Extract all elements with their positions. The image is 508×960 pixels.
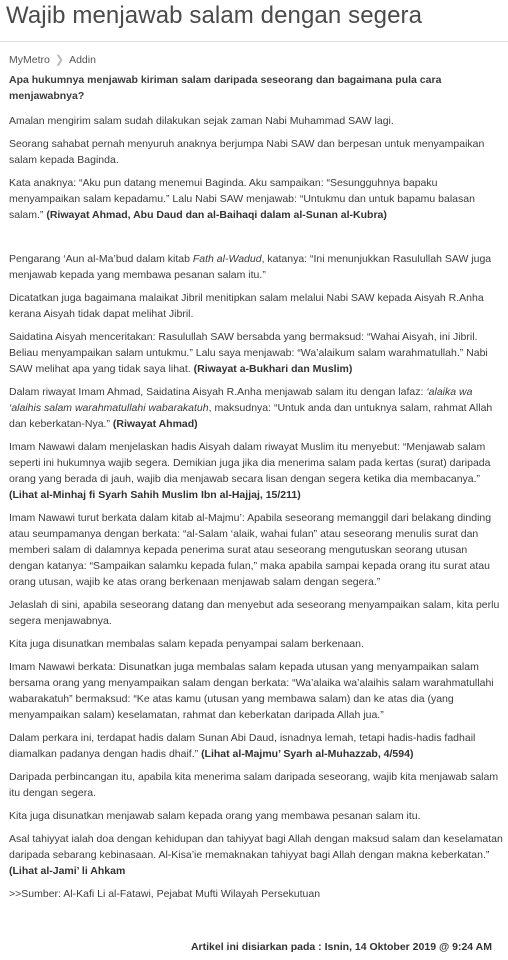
paragraph-text: Jelaslah di sini, apabila seseorang datang dan menyebut ada seseorang menyampaikan salam, kita perlu segera menjawabnya. [9,599,500,627]
article-paragraph [9,636,505,652]
article-paragraph [9,290,505,322]
breadcrumb-link-addin[interactable]: Addin [69,53,96,66]
paragraph-text: Dalam riwayat Imam Ahmad, Saidatina Aisyah R.Anha menjawab salam itu dengan lafaz: [9,386,427,398]
citation-text: (Lihat al-Majmu’ Syarh al-Muhazzab, 4/594) [201,748,414,760]
paragraph-text: Saidatina Aisyah menceritakan: Rasulullah SAW bersabda yang bermaksud: “Wahai Aisyah, ini Jibril. Beliau menyampaikan salam untukmu.” Lalu saya menjawab: “Wa’alaikum salam warahmatullah.” Nabi SAW melihat apa yang tidak saya lihat. [9,331,488,375]
paragraph-text: Imam Nawawi turut berkata dalam kitab al-Majmu’: Apabila seseorang memanggil dari belakang dinding atau seumpamanya dengan berkata: “al-Salam ‘alaik, wahai fulan” atau seseorang menulis surat dan memberi salam di dalamnya kepada penerima surat atau seseorang mengutuskan seorang utusan dengan katanya: “Sampaikan salamku kepada fulan,” maka apabila sampai kepada orang itu surat atau orang utusan, wajib ke atas orang berkenaan menjawab salam dengan segera.” [9,512,492,588]
article-paragraph [9,659,505,723]
breadcrumb [9,53,96,66]
paragraph-text: Imam Nawawi berkata: Disunatkan juga membalas salam kepada utusan yang menyampaikan salam bersama orang yang menyampaikan salam dengan berkata: “Wa’alaika wa’alaihis salam warahmatullahi wabarakatuh” bermaksud: “Ke atas kamu (utusan yang membawa salam) dan ke atas dia (yang menyampaikan salam) keselamatan, rahmat dan keberkatan daripada Allah jua.” [9,661,494,721]
citation-text: (Riwayat a-Bukhari dan Muslim) [193,363,353,375]
italic-text: ‘alaika wa ‘alaihis salam warahmatullahi wabarakatuh [9,386,473,414]
article-paragraph [9,136,505,168]
article-paragraph [9,175,505,223]
citation-text: (Riwayat Ahmad, Abu Daud dan al-Baihaqi dalam al-Sunan al-Kubra) [46,209,387,221]
title-divider [0,41,508,42]
article-paragraph [9,384,505,432]
paragraph-text: Dalam perkara ini, terdapat hadis dalam Sunan Abi Daud, isnadnya lemah, tetapi hadis-hadis fadhail diamalkan padanya dengan hadis dhaif.” [9,732,476,760]
chevron-right-icon: ❯ [54,54,65,66]
article-paragraph [9,831,505,879]
paragraph-text: , katanya: “Ini menunjukkan Rasulullah SAW juga menjawab kepada yang membawa pesanan salam itu.” [9,253,492,281]
article-paragraph [9,808,505,824]
paragraph-text: Daripada perbincangan itu, apabila kita menerima salam daripada seseorang, wajib kita menjawab salam itu dengan segera. [9,771,499,799]
paragraph-text: Kita juga disunatkan menjawab salam kepada orang yang membawa pesanan salam itu. [9,810,421,822]
article-paragraph [9,730,505,762]
paragraph-text: Seorang sahabat pernah menyuruh anaknya berjumpa Nabi SAW dan berpesan untuk menyampaikan salam kepada Baginda. [9,138,485,166]
article-paragraph [9,329,505,377]
article-paragraph [9,769,505,801]
publish-date: Artikel ini disiarkan pada : Isnin, 14 Oktober 2019 @ 9:24 AM [190,941,492,953]
article-paragraph [9,251,505,283]
citation-text: (Lihat al-Jami’ li Ahkam [9,865,126,877]
paragraph-text: >>Sumber: Al-Kafi Li al-Fatawi, Pejabat Mufti Wilayah Persekutuan [9,888,321,900]
article-title: Wajib menjawab salam dengan segera [6,2,423,29]
paragraph-text: Imam Nawawi dalam menjelaskan hadis Aisyah dalam riwayat Muslim itu menyebut: “Menjawab salam seperti ini hukumnya wajib segera. Demikian juga jika dia menerima salam pada kertas (surat) daripada orang yang berada di jauh, wajib dia menjawab secara lisan dengan segera ketika dia membacanya.” [9,441,491,485]
article-paragraph [9,439,505,503]
citation-text: (Lihat al-Minhaj fi Syarh Sahih Muslim Ibn al-Hajjaj, 15/211) [9,489,301,501]
breadcrumb-link-mymetro[interactable]: MyMetro [9,53,50,66]
article-paragraph [9,510,505,590]
source-note [9,886,505,902]
paragraph-text: Pengarang ‘Aun al-Ma’bud dalam kitab [9,253,193,265]
paragraph-text: , maksudnya: “Untuk anda dan untuknya salam, rahmat Allah dan keberkatan-Nya.” [9,402,493,430]
paragraph-text: Dicatatkan juga bagaimana malaikat Jibril menitipkan salam melalui Nabi SAW kepada Aisyah R.Anha kerana Aisyah tidak dapat melihat Jibril. [9,292,484,320]
article-paragraph [9,597,505,629]
article-body [9,72,505,902]
paragraph-text: Amalan mengirim salam sudah dilakukan sejak zaman Nabi Muhammad SAW lagi. [9,115,394,127]
article-question: Apa hukumnya menjawab kiriman salam daripada seseorang dan bagaimana pula cara menjawabnya? [9,74,442,102]
paragraph-text: Kata anaknya: “Aku pun datang menemui Baginda. Aku sampaikan: “Sesungguhnya bapaku menyampaikan salam kepadamu.” Lalu Nabi SAW menjawab: “Untukmu dan untuk bapamu balasan salam.” [9,177,475,221]
citation-text: (Riwayat Ahmad) [112,418,198,430]
paragraph-text: Kita juga disunatkan membalas salam kepada penyampai salam berkenaan. [9,638,364,650]
paragraph-text: Asal tahiyyat ialah doa dengan kehidupan dan tahiyyat bagi Allah dengan maksud salam dan keselamatan daripada sebarang kebinasaan. Al-Kisa’ie memaknakan tahiyyat bagi Allah dengan makna keberkatan.” [9,833,503,861]
article-paragraph [9,113,505,129]
italic-text: Fath al-Wadud [192,253,262,265]
